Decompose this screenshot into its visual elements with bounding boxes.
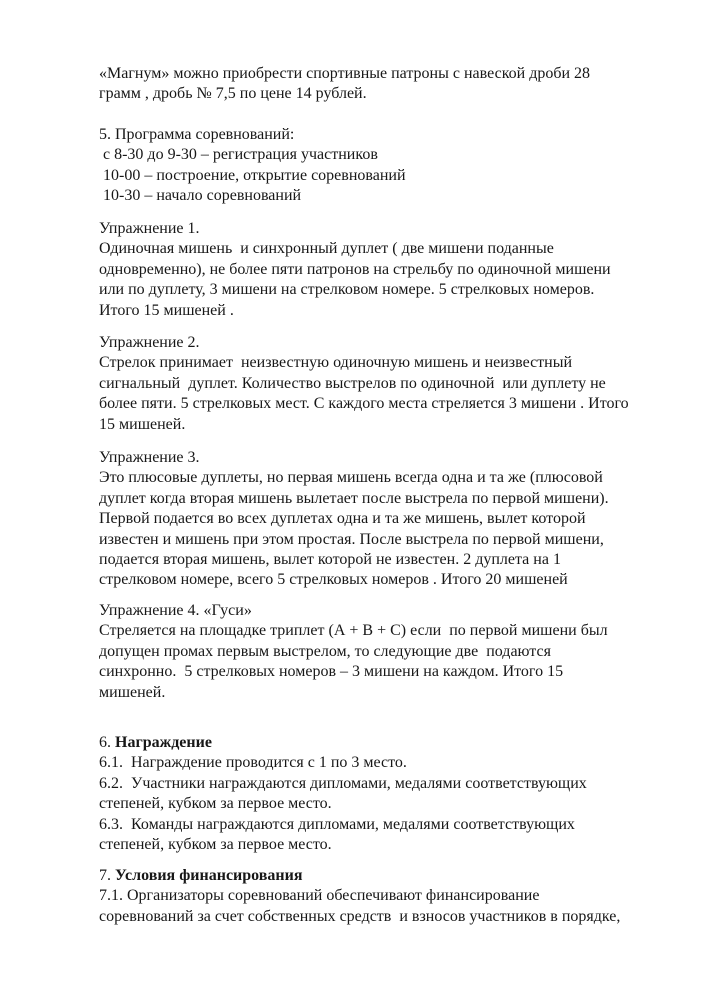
text-line: степеней, кубком за первое место. [99, 835, 332, 853]
text-line: дуплет когда вторая мишень вылетает после выстрела по первой мишени). [99, 489, 609, 507]
text-line: Итого 15 мишеней . [99, 301, 234, 319]
exercise-1-heading: Упражнение 1. [99, 220, 200, 237]
section-exercise-4 [99, 601, 608, 703]
text-line: допущен промах первым выстрелом, то следующие две подаются [99, 642, 551, 660]
section-awards [99, 733, 587, 855]
section-financing-heading [99, 866, 620, 886]
text-line: 6.1. Награждение проводится с 1 по 3 место. [99, 754, 407, 772]
section-title: Награждение [115, 734, 212, 751]
text-line: грамм , дробь № 7,5 по цене 14 рублей. [99, 85, 367, 103]
section-program [99, 125, 406, 207]
text-line: или по дуплету, 3 мишени на стрелковом номере. 5 стрелковых номеров. [99, 281, 595, 299]
text-line: соревнований за счет собственных средств и взносов участников в порядке, [99, 907, 621, 925]
text-line: 7.1. Организаторы соревнований обеспечивают финансирование [99, 887, 540, 905]
section-title: Условия финансирования [115, 867, 303, 884]
section-awards-heading [99, 733, 587, 753]
text-line: Первой подается во всех дуплетах одна и та же мишень, вылет которой [99, 510, 586, 528]
exercise-3-heading: Упражнение 3. [99, 449, 200, 466]
text-line: 6.3. Команды награждаются дипломами, медалями соответствующих [99, 815, 575, 833]
text-line: подается вторая мишень, вылет которой не известен. 2 дуплета на 1 [99, 550, 561, 568]
section-number: 6. [99, 734, 115, 751]
section-exercise-3 [99, 448, 609, 591]
text-line: одновременно), не более пяти патронов на стрельбу по одиночной мишени [99, 260, 611, 278]
text-line: Стрелок принимает неизвестную одиночную мишень и неизвестный [99, 354, 573, 372]
section-financing [99, 866, 620, 927]
text-line: более пяти. 5 стрелковых мест. С каждого места стреляется 3 мишени . Итого [99, 395, 629, 413]
schedule-item: с 8-30 до 9-30 – регистрация участников [99, 146, 378, 164]
text-line: Это плюсовые дуплеты, но первая мишень всегда одна и та же (плюсовой [99, 469, 603, 487]
section-exercise-1 [99, 219, 611, 321]
paragraph-magnum-ammo [99, 64, 590, 105]
exercise-4-heading: Упражнение 4. «Гуси» [99, 602, 252, 619]
text-line: сигнальный дуплет. Количество выстрелов по одиночной или дуплету не [99, 374, 606, 392]
section-exercise-2 [99, 333, 629, 435]
text-line: «Магнум» можно приобрести спортивные патроны с навеской дроби 28 [99, 65, 591, 82]
text-line: 6.2. Участники награждаются дипломами, медалями соответствующих [99, 774, 587, 792]
text-line: Стреляется на площадке триплет (А + В + С) если по первой мишени был [99, 622, 608, 640]
schedule-item: 10-30 – начало соревнований [99, 187, 302, 205]
schedule-item: 10-00 – построение, открытие соревнований [99, 166, 406, 184]
text-line: степеней, кубком за первое место. [99, 795, 332, 813]
text-line: 15 мишеней. [99, 415, 186, 433]
text-line: известен и мишень при этом простая. После выстрела по первой мишени, [99, 530, 604, 548]
text-line: стрелковом номере, всего 5 стрелковых номеров . Итого 20 мишеней [99, 571, 568, 589]
text-line: Одиночная мишень и синхронный дуплет ( две мишени поданные [99, 240, 554, 258]
section-program-heading: 5. Программа соревнований: [99, 126, 295, 143]
text-line: синхронно. 5 стрелковых номеров – 3 мишени на каждом. Итого 15 [99, 663, 564, 681]
text-line: мишеней. [99, 683, 166, 701]
exercise-2-heading: Упражнение 2. [99, 334, 200, 351]
section-number: 7. [99, 867, 115, 884]
